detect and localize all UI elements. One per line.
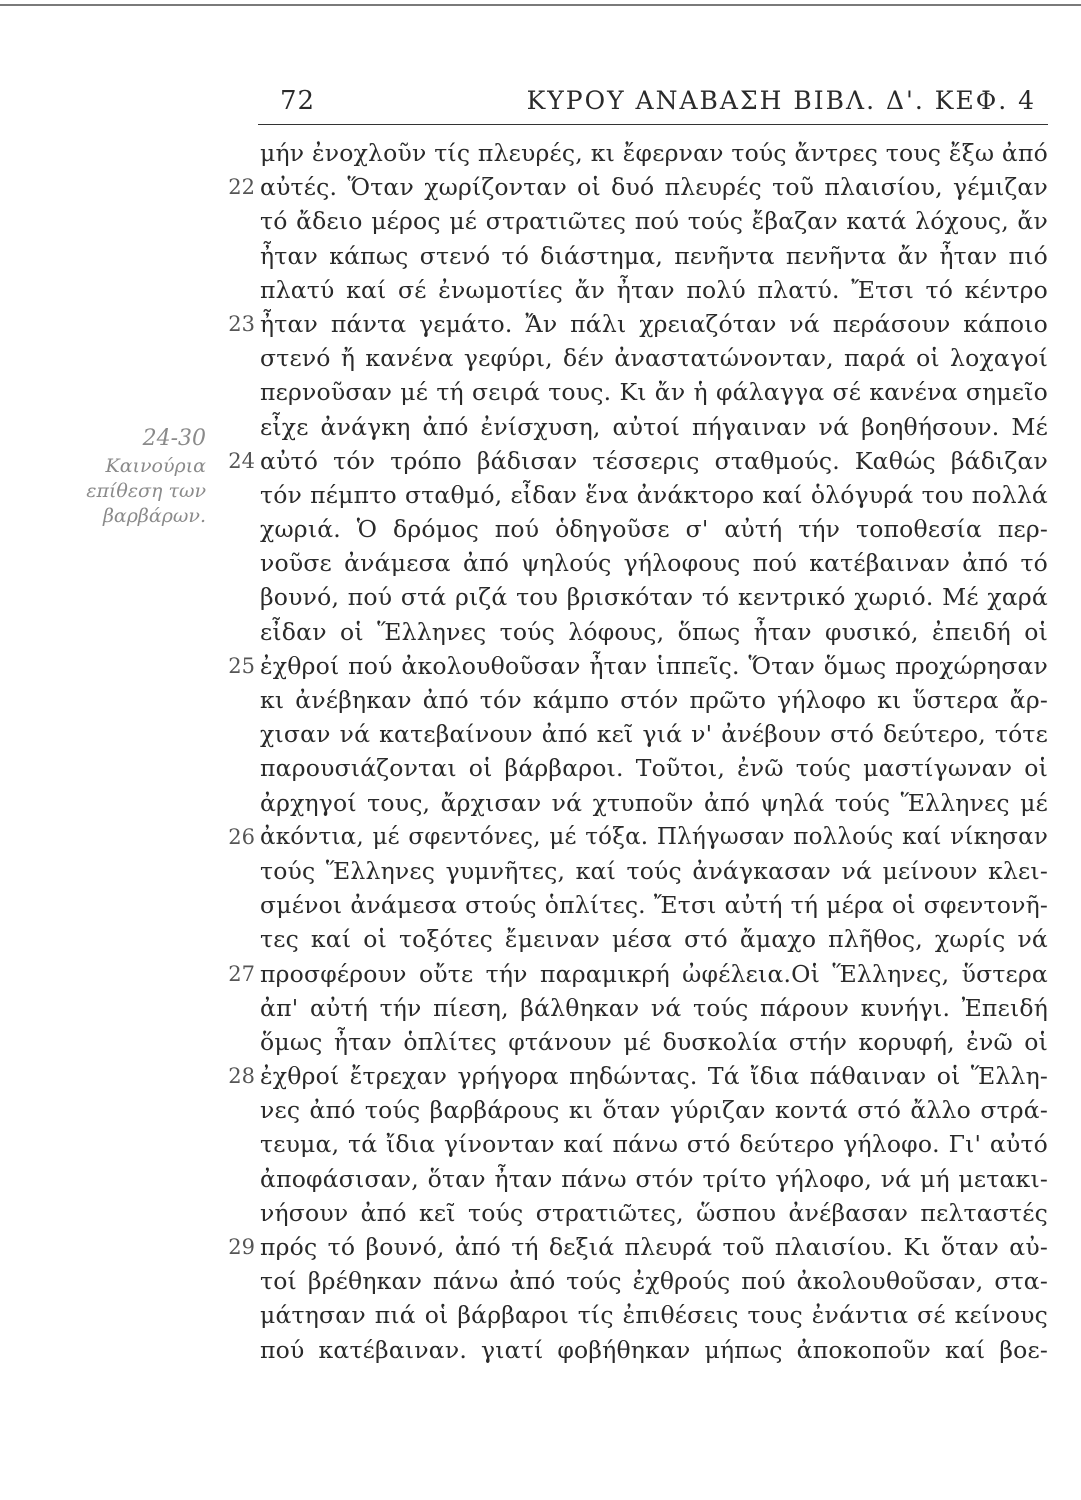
text-line: πλατύ καί σέ ἐνωμοτίες ἄν ἦταν πολύ πλατύ. Ἔτσι τό κέντρο (260, 275, 1048, 304)
verse-number: 29 (228, 1235, 255, 1260)
margin-note-line: Καινούρια (105, 455, 206, 477)
text-line: τευμα, τά ἴδια γίνονταν καί πάνω στό δεύτερο γήλοφο. Γι' αὐτό (260, 1130, 1048, 1159)
text-line: νήσουν ἀπό κεῖ τούς στρατιῶτες, ὥσπου ἀνέβασαν πελταστές (260, 1198, 1048, 1227)
text-line: ὅμως ἦταν ὁπλίτες φτάνουν μέ δυσκολία στήν κορυφή, ἐνῶ οἱ (260, 1027, 1048, 1056)
page-header (258, 86, 1048, 122)
verse-number: 25 (228, 654, 255, 678)
running-head: ΚΥΡΟΥ ΑΝΑΒΑΣΗ ΒΙΒΛ. Δ'. ΚΕΦ. 4 (526, 86, 1036, 115)
text-line: τό ἄδειο μέρος μέ στρατιῶτες πού τούς ἔβαζαν κατά λόχους, ἄν (260, 207, 1048, 236)
text-line: σμένοι ἀνάμεσα στούς ὁπλίτες. Ἔτσι αὐτή τή μέρα οἱ σφεντονῆ- (260, 891, 1048, 920)
text-line: εἶχε ἀνάγκη ἀπό ἐνίσχυση, αὐτοί πήγαιναν νά βοηθήσουν. Μέ (260, 412, 1048, 441)
text-line: ἦταν πάντα γεμάτο. Ἄν πάλι χρειαζόταν νά περάσουν κάποιο (260, 309, 1048, 338)
text-line: ἀρχηγοί τους, ἄρχισαν νά χτυποῦν ἀπό ψηλά τούς Ἕλληνες μέ (260, 788, 1048, 817)
text-line: μάτησαν πιά οἱ βάρβαροι τίς ἐπιθέσεις τους ἐνάντια σέ κείνους (260, 1301, 1048, 1330)
text-line: βουνό, πού στά ριζά του βρισκόταν τό κεντρικό χωριό. Μέ χαρά (260, 583, 1048, 612)
text-line: ἐχθροί πού ἀκολουθοῦσαν ἦταν ἱππεῖς. Ὅταν ὅμως προχώρησαν (260, 651, 1048, 680)
text-line: χωριά. Ὁ δρόμος πού ὁδηγοῦσε σ' αὐτή τήν τοποθεσία περ- (260, 515, 1048, 544)
header-rule (258, 124, 1048, 125)
text-line: ἀπ' αὐτή τήν πίεση, βάλθηκαν νά τούς πάρουν κυνήγι. Ἐπειδή (260, 993, 1048, 1022)
text-line: ἦταν κάπως στενό τό διάστημα, πενῆντα πενῆντα ἄν ἦταν πιό (260, 241, 1048, 270)
body-text (260, 136, 1048, 1367)
verse-number: 24 (228, 448, 255, 473)
text-line: ἀποφάσισαν, ὅταν ἦταν πάνω στόν τρίτο γήλοφο, νά μή μετακι- (260, 1164, 1048, 1193)
text-line: στενό ἤ κανένα γεφύρι, δέν ἀναστατώνονταν, παρά οἱ λοχαγοί (260, 344, 1048, 373)
margin-note (60, 424, 206, 529)
verse-number: 22 (228, 175, 255, 200)
text-line: αὐτές. Ὅταν χωρίζονταν οἱ δυό πλευρές τοῦ πλαισίου, γέμιζαν (260, 173, 1048, 202)
text-line: παρουσιάζονται οἱ βάρβαροι. Τοῦτοι, ἐνῶ τούς μαστίγωναν οἱ (260, 754, 1048, 783)
top-border-rule (0, 4, 1081, 6)
text-line: πρός τό βουνό, ἀπό τή δεξιά πλευρά τοῦ πλαισίου. Κι ὅταν αὐ- (260, 1233, 1048, 1261)
text-line: κι ἀνέβηκαν ἀπό τόν κάμπο στόν πρῶτο γήλοφο κι ὕστερα ἄρ- (260, 686, 1048, 714)
verse-number: 27 (228, 961, 255, 986)
text-line: νες ἀπό τούς βαρβάρους κι ὅταν γύριζαν κοντά στό ἄλλο στρά- (260, 1096, 1048, 1125)
page-number: 72 (280, 86, 316, 116)
text-line: περνοῦσαν μέ τή σειρά τους. Κι ἄν ἡ φάλαγγα σέ κανένα σημεῖο (260, 378, 1048, 407)
verse-number: 23 (228, 312, 255, 336)
text-line: τες καί οἱ τοξότες ἔμειναν μέσα στό ἄμαχο πλῆθος, χωρίς νά (260, 925, 1048, 954)
text-line: εἶδαν οἱ Ἕλληνες τούς λόφους, ὅπως ἦταν φυσικό, ἐπειδή οἱ (260, 617, 1048, 646)
margin-note-line: επίθεση των (86, 480, 206, 502)
margin-note-line: βαρβάρων. (102, 505, 206, 527)
text-line: αὐτό τόν τρόπο βάδισαν τέσσερις σταθμούς. Καθώς βάδιζαν (260, 446, 1048, 475)
text-line: πού κατέβαιναν. γιατί φοβήθηκαν μήπως ἀποκοποῦν καί βοε- (260, 1335, 1048, 1364)
text-line: ἀκόντια, μέ σφεντόνες, μέ τόξα. Πλήγωσαν πολλούς καί νίκησαν (260, 823, 1048, 850)
verse-number: 26 (228, 825, 255, 849)
text-line: τοί βρέθηκαν πάνω ἀπό τούς ἐχθρούς πού ἀκολουθοῦσαν, στα- (260, 1267, 1048, 1296)
margin-note-range: 24-30 (142, 426, 206, 451)
verse-number: 28 (228, 1064, 255, 1089)
text-line: μήν ἐνοχλοῦν τίς πλευρές, κι ἔφερναν τούς ἄντρες τους ἔξω ἀπό (260, 139, 1048, 167)
text-line: χισαν νά κατεβαίνουν ἀπό κεῖ γιά ν' ἀνέβουν στό δεύτερο, τότε (260, 720, 1048, 749)
text-line: τούς Ἕλληνες γυμνῆτες, καί τούς ἀνάγκασαν νά μείνουν κλει- (260, 856, 1048, 885)
text-line: ἐχθροί ἔτρεχαν γρήγορα πηδώντας. Τά ἴδια πάθαιναν οἱ Ἕλλη- (260, 1062, 1048, 1091)
text-line: τόν πέμπτο σταθμό, εἶδαν ἕνα ἀνάκτορο καί ὁλόγυρά του πολλά (260, 480, 1048, 509)
text-line: νοῦσε ἀνάμεσα ἀπό ψηλούς γήλοφους πού κατέβαιναν ἀπό τό (260, 549, 1048, 578)
text-line: προσφέρουν οὔτε τήν παραμικρή ὠφέλεια.Οἱ Ἕλληνες, ὕστερα (260, 959, 1048, 988)
